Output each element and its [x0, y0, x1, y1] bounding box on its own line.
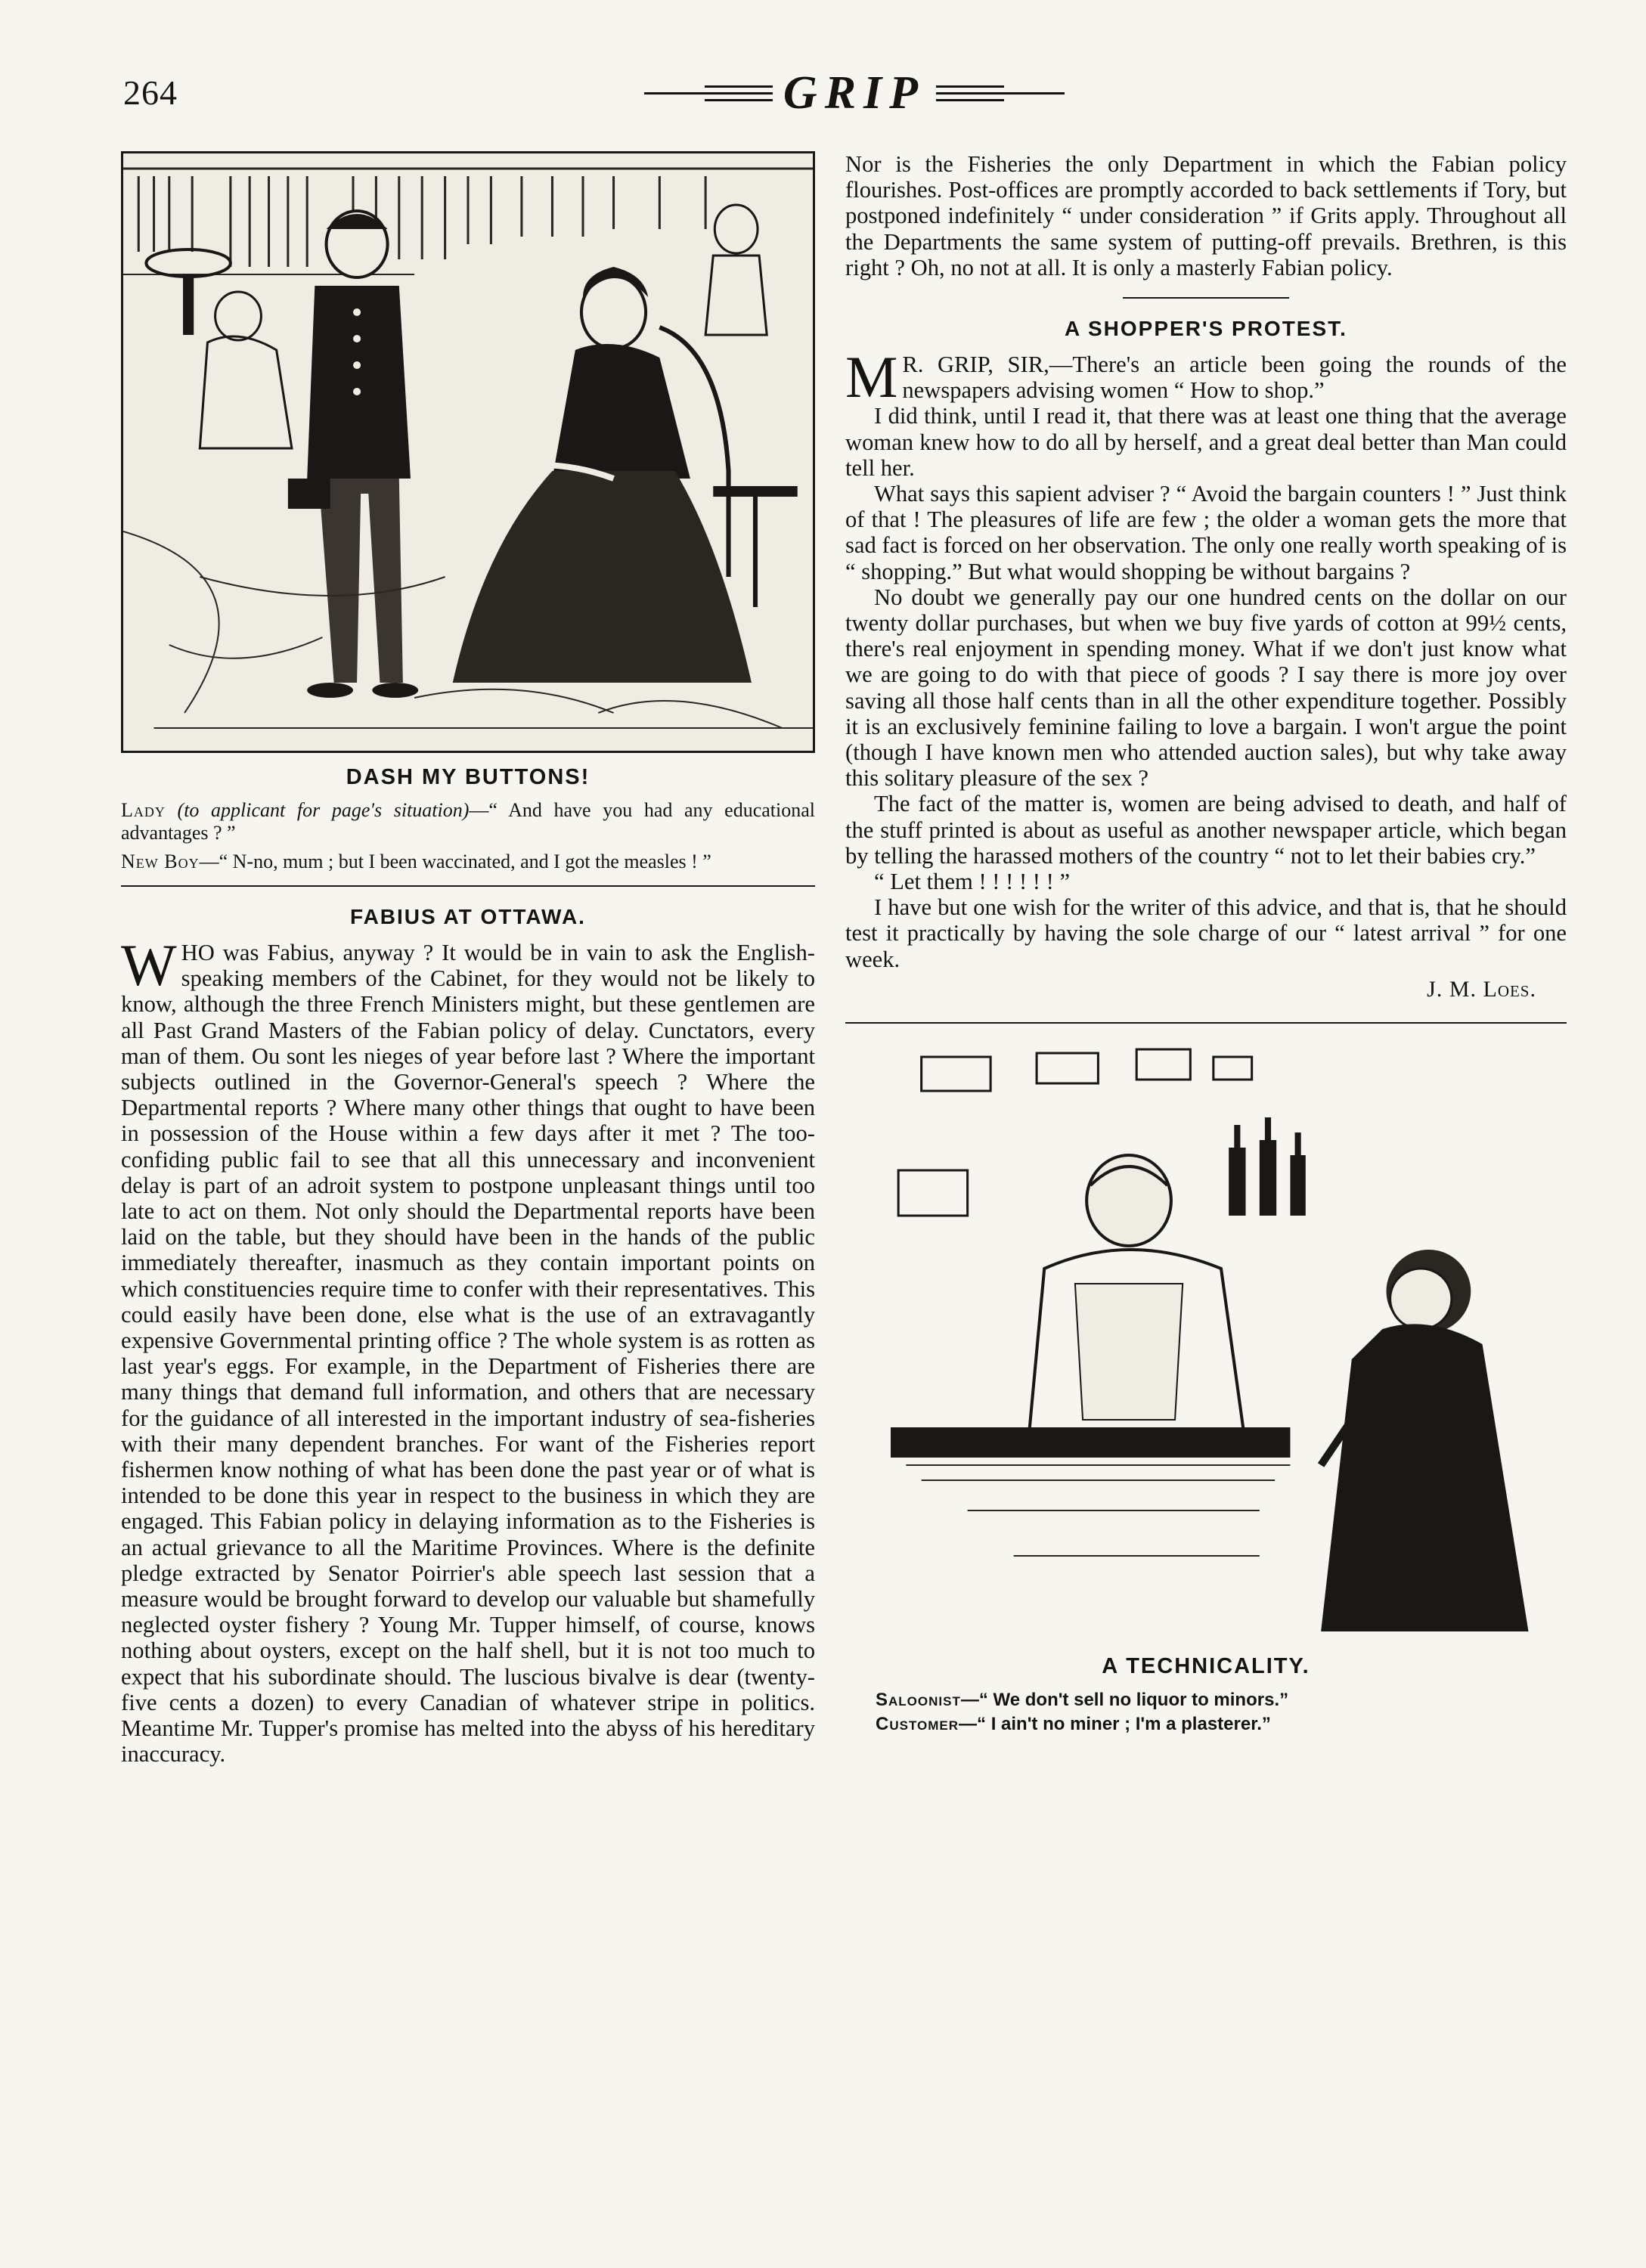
cartoon1-line-lady	[121, 799, 815, 844]
section-divider	[1123, 297, 1289, 299]
masthead-left-ornament	[644, 85, 773, 101]
speaker-customer: Customer	[876, 1713, 959, 1734]
shopper-paragraph: The fact of the matter is, women are being advised to death, and half of the stuff printed is about as useful as another newspaper article, which began by telling the harassed mothers of the country “ not to let their babies cry.”	[845, 791, 1567, 869]
shopper-paragraph: “ Let them ! ! ! ! ! ! ”	[874, 869, 1071, 895]
page-number: 264	[123, 73, 178, 112]
stage-direction: (to applicant for page's situation)	[177, 799, 470, 821]
shopper-paragraph: I did think, until I read it, that there was at least one thing that the average woman knew how to do all by herself, and a great deal better than Man could tell her.	[845, 403, 1567, 481]
cartoon2-caption	[876, 1688, 1567, 1737]
line-text: —“ And have you had any educational advantages ? ”	[121, 799, 816, 844]
masthead	[605, 67, 1104, 119]
cartoon1-line-new-boy	[121, 850, 815, 873]
cartoon2-line-customer	[876, 1712, 1567, 1737]
dash-my-buttons-illustration	[121, 151, 815, 753]
fabius-body: WHO was Fabius, anyway ? It would be in vain to ask the English-speaking members of the Cabinet, for they would not be likely to know, although the three French Ministers might, but these gentlemen are all Past Grand Masters of the Fabian policy of delay. Cunctators, every man of them. Ou sont les nieges of year before last ? Where the important subjects outlined in the Governor-General's speech ? Where the Departmental reports ? Where many other things that ought to have been in possession of the House within a few days after it met ? The too-confiding public fail to see that all this unnecessary and inconvenient delay is part of an adroit system to postpone unpleasant things until too late to act on them. Not only should the Departmental reports have been laid on the table, but they should have been in the hands of the public immediately thereafter, inasmuch as they contain important points on which constituencies require time to confer with their representatives. This could easily have been done, else what is the use of an extravagantly expensive Governmental printing office ? The whole system is as rotten as last year's eggs. For example, in the Department of Fisheries there are many things that demand full information, and others that are necessary for the guidance of all interested in the important industry of sea-fisheries with their many dependent branches. For want of the Fisheries report fishermen know nothing of what has been done the past year or of what is intended to be done this year in respect to the business in which they are engaged. This Fabian policy in delaying information as to the Fisheries is an actual grievance to all the Maritime Provinces. Where is the definite pledge extracted by Senator Poirrier's able speech last session that a measure would be brought forward to develop our valuable but shamefully neglected oyster fishery ? Young Mr. Tupper himself, of course, knows nothing about oysters, except on the half shell, but it is not too much to expect that his subordinate should. The luscious bivalve is dear (twenty-five cents a dozen) to every Canadian of whatever stripe in politics. Meantime Mr. Tupper's promise has melted into the abyss of his hereditary inaccuracy.	[121, 932, 815, 1768]
masthead-right-ornament	[936, 85, 1065, 101]
shopper-paragraph: What says this sapient adviser ? “ Avoid the bargain counters ! ” Just think of that ! The pleasures of life are few ; the older a woman gets the more that sad fact is forced on her observation. The only one really worth speaking of is “ shopping.” But what would shopping be without bargains ?	[845, 481, 1567, 584]
line-text: —“ I ain't no miner ; I'm a plasterer.”	[959, 1713, 1271, 1734]
right-column	[845, 151, 1567, 1737]
shopper-paragraph: I have but one wish for the writer of this advice, and that is, that he should test it practically by having the sole charge of our “ latest arrival ” for one week.	[845, 894, 1567, 972]
shopper-title: A SHOPPER'S PROTEST.	[1065, 317, 1347, 341]
fabius-title: FABIUS AT OTTAWA.	[350, 905, 586, 928]
shopper-paragraph: No doubt we generally pay our one hundred cents on the dollar on our twenty dollar purchases, but when we buy five yards of cotton at 99½ cents, there's real enjoyment in spending money. What if we don't just know what we are going to do with that piece of goods ? I say there is more joy over saving all those half cents than in all the other expenditure together. Possibly it is an exclusively feminine failing to love a bargain. I won't argue the point (though I have known men who attended auction sales), but why take away this solitary pleasure of the sex ?	[845, 584, 1567, 792]
masthead-title: GRIP	[783, 67, 926, 119]
line-text: —“ We don't sell no liquor to minors.”	[960, 1689, 1289, 1710]
section-divider	[121, 885, 815, 887]
left-column	[121, 151, 815, 1768]
technicality-title: A TECHNICALITY.	[1102, 1653, 1310, 1678]
speaker-lady: Lady	[121, 799, 166, 821]
dash-my-buttons-title: DASH MY BUTTONS!	[346, 765, 591, 789]
section-divider	[845, 1022, 1567, 1024]
technicality-illustration	[891, 1042, 1551, 1647]
speaker-new-boy: New Boy	[121, 850, 200, 872]
fabius-continuation: Nor is the Fisheries the only Department in which the Fabian policy flourishes. Post-offices are promptly accorded to back settlements if Tory, but postponed indefinitely “ under consideration ” if Grits apply. Throughout all the Departments the same system of putting-off prevails. Brethren, is this right ? Oh, no not at all. It is only a masterly Fabian policy.	[845, 151, 1567, 280]
shopper-paragraph: MR. GRIP, SIR,—There's an article been going the rounds of the newspapers advising women “ How to shop.”	[845, 344, 1567, 411]
line-text: —“ N-no, mum ; but I been waccinated, and I got the measles ! ”	[199, 850, 711, 872]
cartoon2-line-saloonist	[876, 1688, 1567, 1712]
speaker-saloonist: Saloonist	[876, 1689, 961, 1710]
signature: J. M. Loes.	[1427, 976, 1536, 1002]
